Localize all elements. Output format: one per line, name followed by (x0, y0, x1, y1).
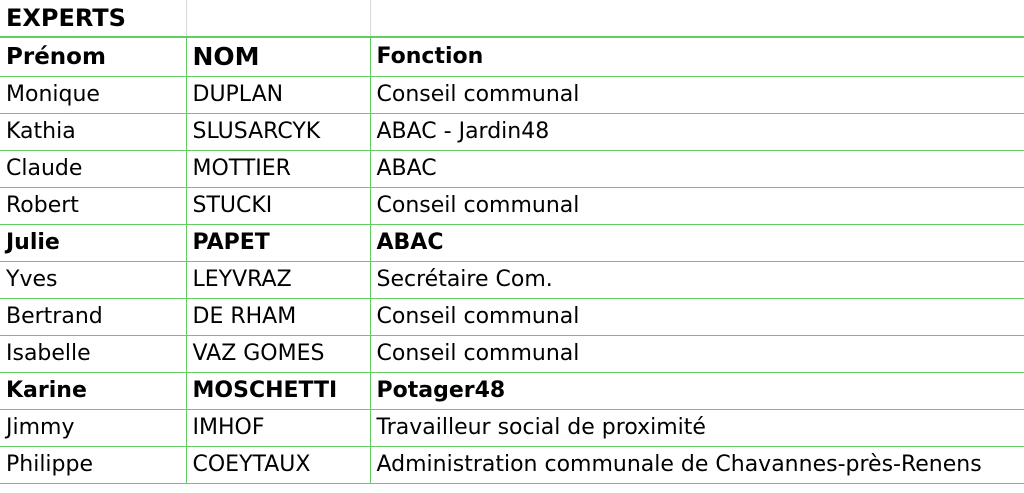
cell-fonction[interactable]: ABAC (370, 151, 1024, 188)
table-row (0, 410, 1024, 447)
cell-nom[interactable]: DE RHAM (186, 299, 370, 336)
table-title[interactable]: EXPERTS (0, 0, 186, 37)
table-row (0, 225, 1024, 262)
cell-prenom[interactable]: Julie (0, 225, 186, 262)
table-row (0, 114, 1024, 151)
table-row (0, 188, 1024, 225)
cell-fonction[interactable]: Conseil communal (370, 299, 1024, 336)
cell-nom[interactable]: PAPET (186, 225, 370, 262)
cell-nom[interactable]: MOTTIER (186, 151, 370, 188)
header-nom[interactable]: NOM (186, 37, 370, 77)
cell-prenom[interactable]: Karine (0, 373, 186, 410)
cell-prenom[interactable]: Philippe (0, 447, 186, 484)
cell-prenom[interactable]: Isabelle (0, 336, 186, 373)
cell-nom[interactable]: COEYTAUX (186, 447, 370, 484)
cell-nom[interactable]: LEYVRAZ (186, 262, 370, 299)
cell-nom[interactable]: DUPLAN (186, 77, 370, 114)
cell-prenom[interactable]: Jimmy (0, 410, 186, 447)
table-row (0, 447, 1024, 484)
table-row (0, 336, 1024, 373)
table-row (0, 151, 1024, 188)
header-prenom[interactable]: Prénom (0, 37, 186, 77)
cell-prenom[interactable]: Yves (0, 262, 186, 299)
cell-fonction[interactable]: Conseil communal (370, 77, 1024, 114)
cell-prenom[interactable]: Robert (0, 188, 186, 225)
cell-nom[interactable]: MOSCHETTI (186, 373, 370, 410)
cell-fonction[interactable]: Conseil communal (370, 336, 1024, 373)
cell-fonction[interactable]: Travailleur social de proximité (370, 410, 1024, 447)
cell-prenom[interactable]: Monique (0, 77, 186, 114)
cell-nom[interactable]: IMHOF (186, 410, 370, 447)
cell-prenom[interactable]: Claude (0, 151, 186, 188)
cell-fonction[interactable]: ABAC - Jardin48 (370, 114, 1024, 151)
cell-nom[interactable]: VAZ GOMES (186, 336, 370, 373)
title-row (0, 0, 1024, 37)
cell-nom[interactable]: SLUSARCYK (186, 114, 370, 151)
empty-cell[interactable] (370, 0, 1024, 37)
table-row (0, 77, 1024, 114)
cell-fonction[interactable]: Secrétaire Com. (370, 262, 1024, 299)
table-row (0, 299, 1024, 336)
table-row (0, 262, 1024, 299)
cell-fonction[interactable]: Administration communale de Chavannes-près-Renens (370, 447, 1024, 484)
table-row (0, 373, 1024, 410)
cell-prenom[interactable]: Kathia (0, 114, 186, 151)
header-fonction[interactable]: Fonction (370, 37, 1024, 77)
empty-cell[interactable] (186, 0, 370, 37)
cell-prenom[interactable]: Bertrand (0, 299, 186, 336)
cell-fonction[interactable]: Conseil communal (370, 188, 1024, 225)
header-row (0, 37, 1024, 77)
cell-fonction[interactable]: ABAC (370, 225, 1024, 262)
cell-fonction[interactable]: Potager48 (370, 373, 1024, 410)
cell-nom[interactable]: STUCKI (186, 188, 370, 225)
